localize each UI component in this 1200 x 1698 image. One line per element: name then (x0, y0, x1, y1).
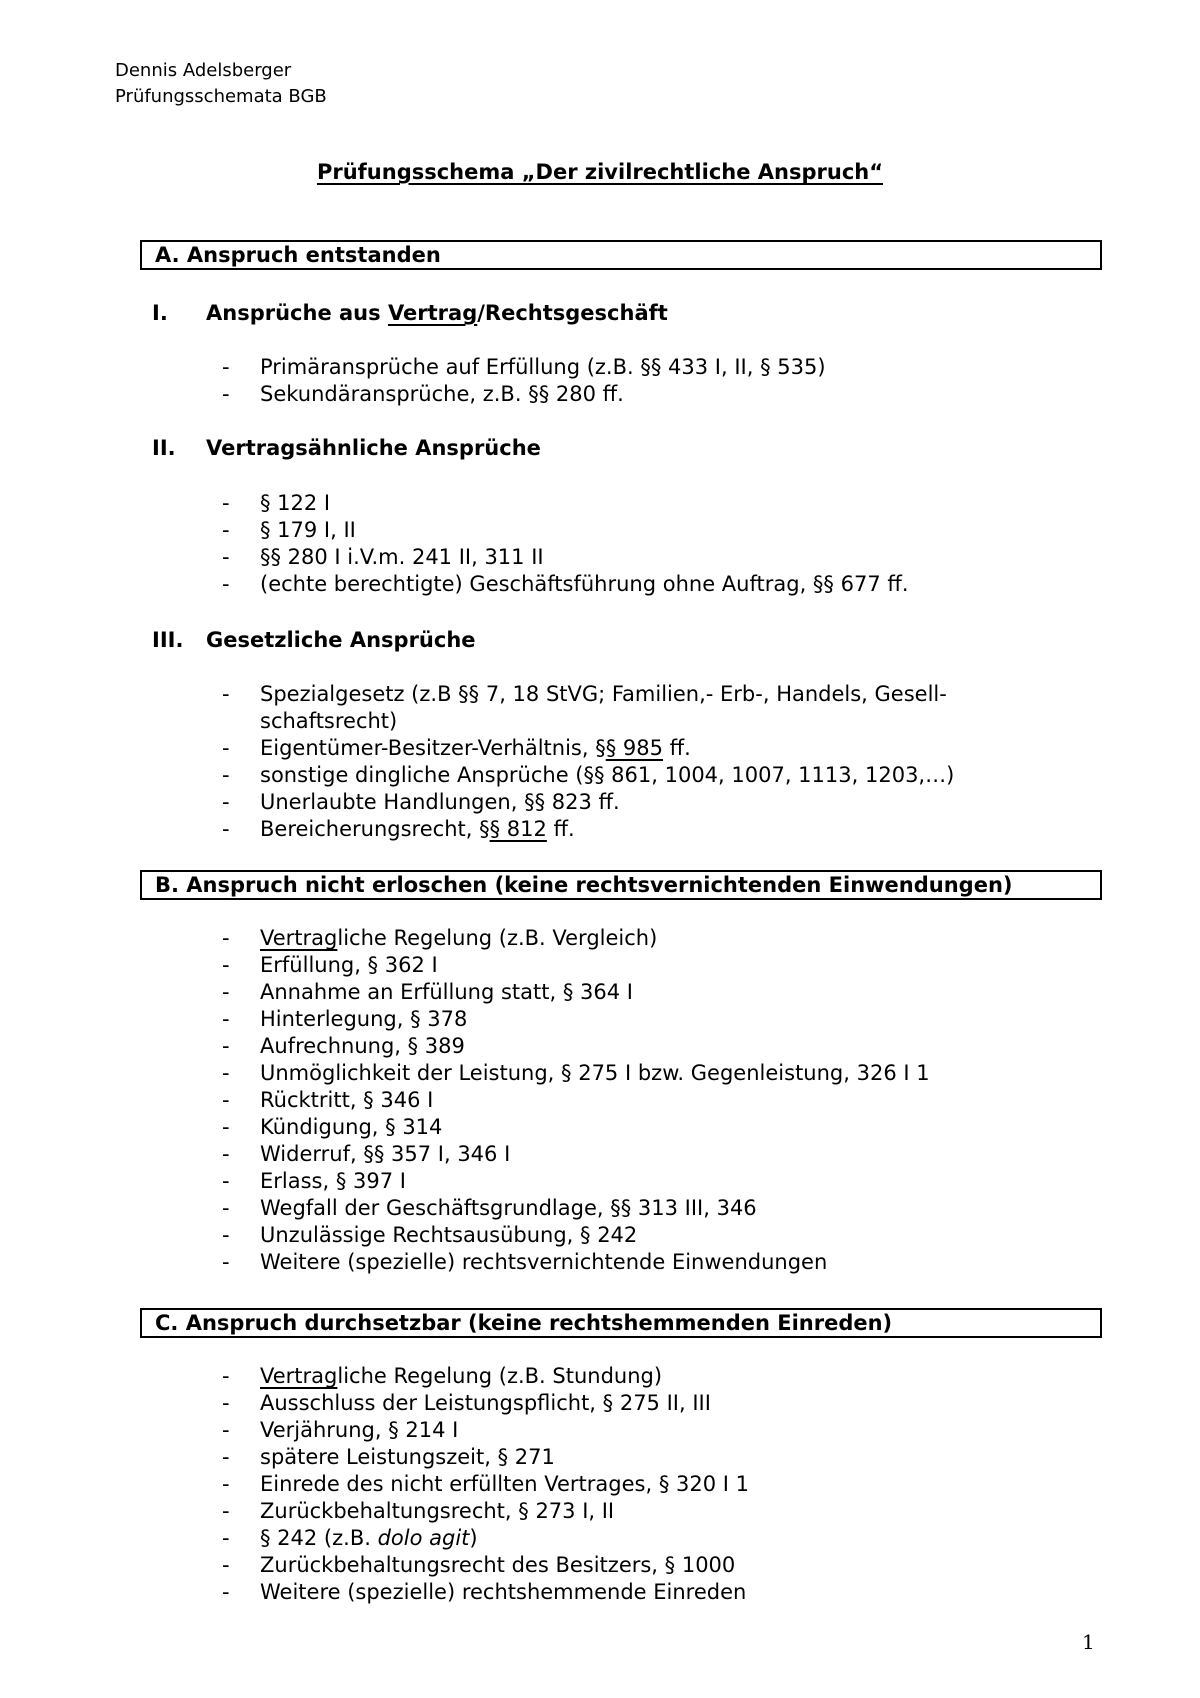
list-item-text: Zurückbehaltungsrecht, § 273 I, II (260, 1499, 615, 1523)
paragraph-reference-985: § 985 (605, 736, 663, 760)
list-marker: - (222, 1391, 230, 1415)
list-marker: - (222, 545, 230, 569)
list-item-text: liche Regelung (z.B. Stundung) (337, 1364, 663, 1388)
list-item (222, 1363, 1060, 1390)
list-marker: - (222, 1061, 230, 1085)
sub1-label-underlined: Vertrag (387, 301, 478, 325)
paragraph-reference-812: § 812 (489, 817, 547, 841)
list-item-text-suffix: ff. (663, 736, 691, 760)
list-marker: - (222, 1499, 230, 1523)
list-marker: - (222, 1196, 230, 1220)
list-item (222, 1552, 1060, 1579)
list-item-text: Spezialgesetz (z.B §§ 7, 18 StVG; Familien,- Erb-, Handels, Gesell- (260, 682, 947, 706)
list-item (222, 1060, 1060, 1087)
document-title (0, 160, 1200, 184)
sub1-list (222, 354, 1060, 408)
list-item (222, 681, 1060, 735)
sub1-label-suffix: /Rechtsgeschäft (477, 301, 668, 325)
list-item-text: § 122 I (260, 491, 331, 515)
list-item (222, 381, 1060, 408)
list-marker: - (222, 1088, 230, 1112)
list-item (222, 1417, 1060, 1444)
list-item-text: §§ 280 I i.V.m. 241 II, 311 II (260, 545, 544, 569)
list-item (222, 1579, 1060, 1606)
list-marker: - (222, 1223, 230, 1247)
section-a-sub3-heading (152, 627, 476, 653)
section-c-list (222, 1363, 1060, 1606)
section-a-sub2-heading (152, 435, 541, 461)
sub2-list (222, 490, 1060, 598)
list-item-text: liche Regelung (z.B. Vergleich) (337, 926, 658, 950)
list-marker: - (222, 953, 230, 977)
list-marker: - (222, 518, 230, 542)
list-marker: - (222, 1250, 230, 1274)
list-item (222, 735, 1060, 762)
list-item (222, 1033, 1060, 1060)
document-title-text: Prüfungsschema „Der zivilrechtliche Anspruch“ (316, 160, 884, 184)
list-item-underlined: Vertrag (260, 1364, 338, 1388)
list-item-text: Bereicherungsrecht, § (260, 817, 490, 841)
list-item-text: Weitere (spezielle) rechtsvernichtende Einwendungen (260, 1250, 828, 1274)
section-a-heading: A. Anspruch entstanden (155, 243, 441, 267)
list-item (222, 762, 1060, 789)
list-marker: - (222, 1445, 230, 1469)
list-marker: - (222, 1364, 230, 1388)
list-item (222, 1114, 1060, 1141)
list-marker: - (222, 1580, 230, 1604)
list-item (222, 979, 1060, 1006)
list-item (222, 1141, 1060, 1168)
list-item (222, 1471, 1060, 1498)
list-item (222, 1195, 1060, 1222)
list-marker: - (222, 1553, 230, 1577)
list-item (222, 1168, 1060, 1195)
sub3-number: III. (152, 628, 184, 652)
list-item-text: Primäransprüche auf Erfüllung (z.B. §§ 433 I, II, § 535) (260, 355, 826, 379)
list-marker: - (222, 491, 230, 515)
list-marker: - (222, 355, 230, 379)
sub3-list (222, 681, 1060, 843)
list-item-text: Widerruf, §§ 357 I, 346 I (260, 1142, 511, 1166)
list-item-text: spätere Leistungszeit, § 271 (260, 1445, 555, 1469)
list-marker: - (222, 736, 230, 760)
header-subject: Prüfungsschemata BGB (115, 86, 327, 107)
list-item-underlined: Vertrag (260, 926, 338, 950)
list-marker: - (222, 1142, 230, 1166)
list-item (222, 1006, 1060, 1033)
list-marker: - (222, 1418, 230, 1442)
list-item (222, 925, 1060, 952)
list-item (222, 544, 1060, 571)
list-item (222, 490, 1060, 517)
list-item (222, 1444, 1060, 1471)
list-item-text: Hinterlegung, § 378 (260, 1007, 468, 1031)
list-marker: - (222, 1115, 230, 1139)
section-a-heading-box (140, 240, 1102, 270)
list-item (222, 816, 1060, 843)
list-item-text: Rücktritt, § 346 I (260, 1088, 434, 1112)
list-item-text-suffix: ff. (546, 817, 575, 841)
list-item-text-continued: schaftsrecht) (260, 709, 398, 733)
list-item-text: Wegfall der Geschäftsgrundlage, §§ 313 III, 346 (260, 1196, 757, 1220)
list-item-text: § 179 I, II (260, 518, 356, 542)
list-item-text: Aufrechnung, § 389 (260, 1034, 465, 1058)
list-marker: - (222, 1526, 230, 1550)
list-item-text: sonstige dingliche Ansprüche (§§ 861, 1004, 1007, 1113, 1203,…) (260, 763, 955, 787)
sub1-number: I. (152, 301, 168, 325)
sub2-number: II. (152, 436, 176, 460)
list-marker: - (222, 763, 230, 787)
list-item (222, 789, 1060, 816)
list-marker: - (222, 382, 230, 406)
list-item-text: Sekundäransprüche, z.B. §§ 280 ff. (260, 382, 624, 406)
list-item-text: Verjährung, § 214 I (260, 1418, 459, 1442)
list-item-text: Unerlaubte Handlungen, §§ 823 ff. (260, 790, 620, 814)
list-marker: - (222, 817, 230, 841)
list-item-text-suffix: ) (469, 1526, 478, 1550)
list-item (222, 571, 1060, 598)
page-number: 1 (1082, 1630, 1095, 1654)
list-item (222, 1222, 1060, 1249)
list-marker: - (222, 790, 230, 814)
list-item-text: § 242 (z.B. (260, 1526, 378, 1550)
section-b-list (222, 925, 1060, 1276)
list-item-text: Zurückbehaltungsrecht des Besitzers, § 1000 (260, 1553, 736, 1577)
list-item (222, 952, 1060, 979)
list-item-text: Unzulässige Rechtsausübung, § 242 (260, 1223, 638, 1247)
header-author: Dennis Adelsberger (115, 60, 292, 81)
list-item-text: (echte berechtigte) Geschäftsführung ohne Auftrag, §§ 677 ff. (260, 572, 909, 596)
latin-term-italic: dolo agit (377, 1526, 470, 1550)
sub3-label: Gesetzliche Ansprüche (206, 628, 476, 652)
list-item-text: Erfüllung, § 362 I (260, 953, 438, 977)
list-marker: - (222, 1472, 230, 1496)
list-marker: - (222, 1169, 230, 1193)
list-item-text: Weitere (spezielle) rechtshemmende Einreden (260, 1580, 747, 1604)
sub2-label: Vertragsähnliche Ansprüche (206, 436, 541, 460)
list-marker: - (222, 1034, 230, 1058)
page-header (115, 58, 327, 110)
list-item (222, 1249, 1060, 1276)
list-item-text: Einrede des nicht erfüllten Vertrages, § 320 I 1 (260, 1472, 749, 1496)
list-marker: - (222, 682, 230, 706)
list-item (222, 517, 1060, 544)
list-item-text: Annahme an Erfüllung statt, § 364 I (260, 980, 633, 1004)
list-item-text: Erlass, § 397 I (260, 1169, 406, 1193)
list-item-text: Unmöglichkeit der Leistung, § 275 I bzw. Gegenleistung, 326 I 1 (260, 1061, 930, 1085)
list-item-text: Ausschluss der Leistungspflicht, § 275 II, III (260, 1391, 711, 1415)
section-a-sub1-heading (152, 300, 668, 326)
section-b-heading: B. Anspruch nicht erloschen (keine rechtsvernichtenden Einwendungen) (155, 873, 1013, 897)
list-item-text: Kündigung, § 314 (260, 1115, 443, 1139)
list-item (222, 1525, 1060, 1552)
list-item (222, 1498, 1060, 1525)
section-b-heading-box (140, 870, 1102, 900)
section-c-heading-box (140, 1308, 1102, 1338)
list-item (222, 1390, 1060, 1417)
list-item (222, 354, 1060, 381)
list-marker: - (222, 1007, 230, 1031)
list-item-text: Eigentümer-Besitzer-Verhältnis, § (260, 736, 606, 760)
list-marker: - (222, 980, 230, 1004)
list-marker: - (222, 572, 230, 596)
list-marker: - (222, 926, 230, 950)
sub1-label-prefix: Ansprüche aus (206, 301, 388, 325)
section-c-heading: C. Anspruch durchsetzbar (keine rechtshemmenden Einreden) (155, 1311, 893, 1335)
list-item (222, 1087, 1060, 1114)
